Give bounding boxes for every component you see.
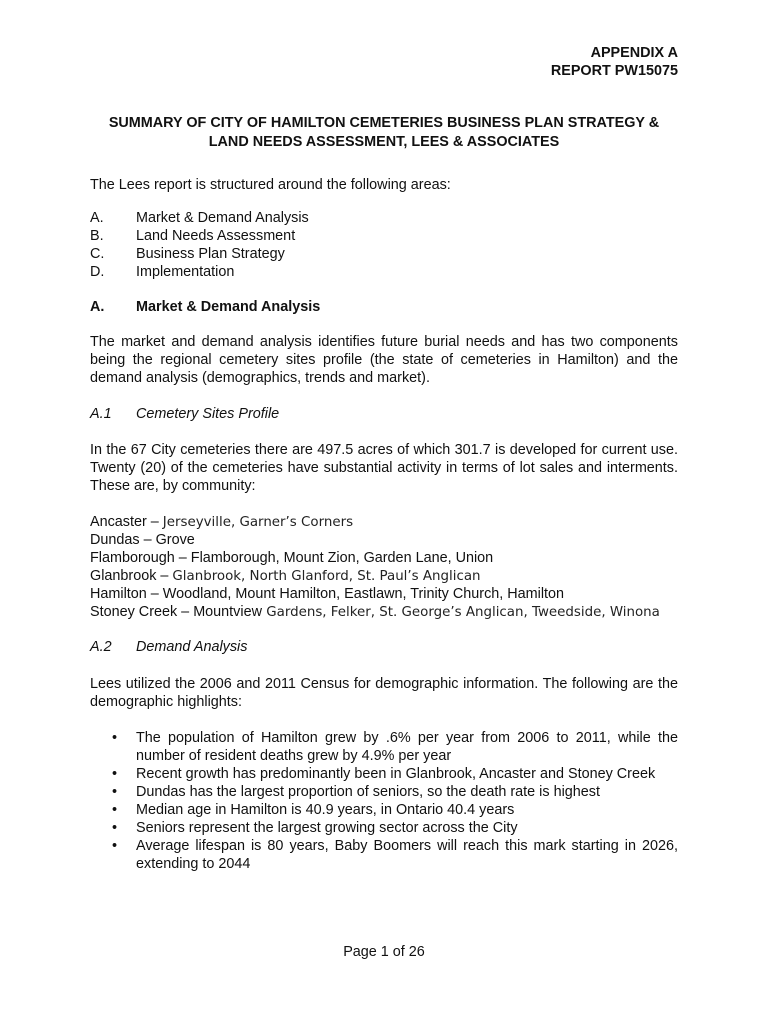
list-item: [90, 783, 678, 801]
list-item-text: The population of Hamilton grew by .6% per year from 2006 to 2011, while the number of resident deaths grew by 4.9% per year: [136, 730, 678, 764]
area-label: Market & Demand Analysis: [136, 210, 309, 226]
page-number: Page 1 of 26: [343, 944, 425, 960]
list-item: [90, 837, 678, 873]
list-item-text: Average lifespan is 80 years, Baby Boomers will reach this mark starting in 2026, extending to 2044: [136, 838, 678, 872]
area-label: Land Needs Assessment: [136, 228, 296, 244]
demographic-highlights-list: [90, 729, 678, 873]
list-item-text: Median age in Hamilton is 40.9 years, in Ontario 40.4 years: [136, 802, 515, 818]
community-row: [90, 513, 353, 532]
community-separator: –: [146, 586, 163, 602]
section-title: Demand Analysis: [136, 639, 248, 655]
community-name: Dundas: [90, 532, 140, 548]
section-number: A.2: [90, 639, 112, 655]
community-sites: Woodland, Mount Hamilton, Eastlawn, Trinity Church, Hamilton: [162, 586, 565, 602]
section-a-body: The market and demand analysis identifies future burial needs and has two components being the regional cemetery sites profile (the state of cemeteries in Hamilton) and the demand analysis (demographics, trends and market).: [90, 334, 678, 386]
bullet-icon: •: [112, 784, 118, 800]
community-sites: Grove: [155, 532, 195, 548]
community-separator: –: [174, 550, 191, 566]
list-item-text: Dundas has the largest proportion of seniors, so the death rate is highest: [136, 784, 600, 800]
community-row: [90, 603, 660, 622]
community-separator: –: [139, 532, 156, 548]
document-title-line-2: LAND NEEDS ASSESSMENT, LEES & ASSOCIATES: [208, 134, 560, 150]
document-title-line-1: SUMMARY OF CITY OF HAMILTON CEMETERIES BUSINESS PLAN STRATEGY &: [108, 115, 660, 131]
community-sites-part: Mountview: [193, 604, 262, 620]
section-a1-body: In the 67 City cemeteries there are 497.5 acres of which 301.7 is developed for current use. Twenty (20) of the cemeteries have substantial activity in terms of lot sales and interments. These are, by community:: [90, 442, 678, 494]
section-title: Cemetery Sites Profile: [136, 406, 280, 422]
community-separator: –: [146, 514, 163, 530]
community-row: [90, 567, 481, 586]
area-letter: D.: [90, 264, 105, 280]
area-label: Implementation: [136, 264, 235, 280]
area-item: [90, 227, 295, 245]
community-row: [90, 531, 195, 549]
report-number: REPORT PW15075: [550, 63, 678, 79]
community-sites-rest: Gardens, Felker, St. George’s Anglican, Tweedside, Winona: [261, 605, 660, 620]
community-name: Flamborough: [90, 550, 175, 566]
community-separator: –: [177, 604, 194, 620]
section-a2-body: Lees utilized the 2006 and 2011 Census for demographic information. The following are the demographic highlights:: [90, 676, 678, 710]
list-item: [90, 801, 678, 819]
list-item: [90, 765, 678, 783]
community-name: Stoney Creek: [90, 604, 178, 620]
community-separator: –: [156, 568, 173, 584]
area-item: [90, 209, 309, 227]
intro-text: The Lees report is structured around the following areas:: [90, 177, 451, 193]
section-a1-heading: [90, 405, 279, 423]
community-sites: Jerseyville, Garner’s Corners: [162, 515, 354, 530]
community-name: Glanbrook: [90, 568, 157, 584]
list-item-text: Recent growth has predominantly been in Glanbrook, Ancaster and Stoney Creek: [136, 766, 656, 782]
list-item: [90, 819, 678, 837]
section-a-heading: [90, 298, 320, 316]
section-letter: A.: [90, 299, 105, 315]
community-row: [90, 549, 493, 567]
community-name: Ancaster: [90, 514, 147, 530]
list-item: [90, 729, 678, 765]
area-item: [90, 263, 234, 281]
bullet-icon: •: [112, 802, 118, 818]
area-label: Business Plan Strategy: [136, 246, 285, 262]
appendix-label: APPENDIX A: [590, 45, 678, 61]
section-number: A.1: [90, 406, 112, 422]
bullet-icon: •: [112, 766, 118, 782]
area-letter: C.: [90, 246, 105, 262]
bullet-icon: •: [112, 838, 118, 854]
area-item: [90, 245, 285, 263]
list-item-text: Seniors represent the largest growing sector across the City: [136, 820, 518, 836]
bullet-icon: •: [112, 730, 118, 746]
area-letter: A.: [90, 210, 104, 226]
bullet-icon: •: [112, 820, 118, 836]
community-name: Hamilton: [90, 586, 147, 602]
section-a2-heading: [90, 638, 247, 656]
area-letter: B.: [90, 228, 104, 244]
community-sites: Glanbrook, North Glanford, St. Paul’s Anglican: [172, 569, 481, 584]
community-sites: Flamborough, Mount Zion, Garden Lane, Union: [190, 550, 494, 566]
section-title: Market & Demand Analysis: [136, 299, 321, 315]
community-row: [90, 585, 564, 603]
